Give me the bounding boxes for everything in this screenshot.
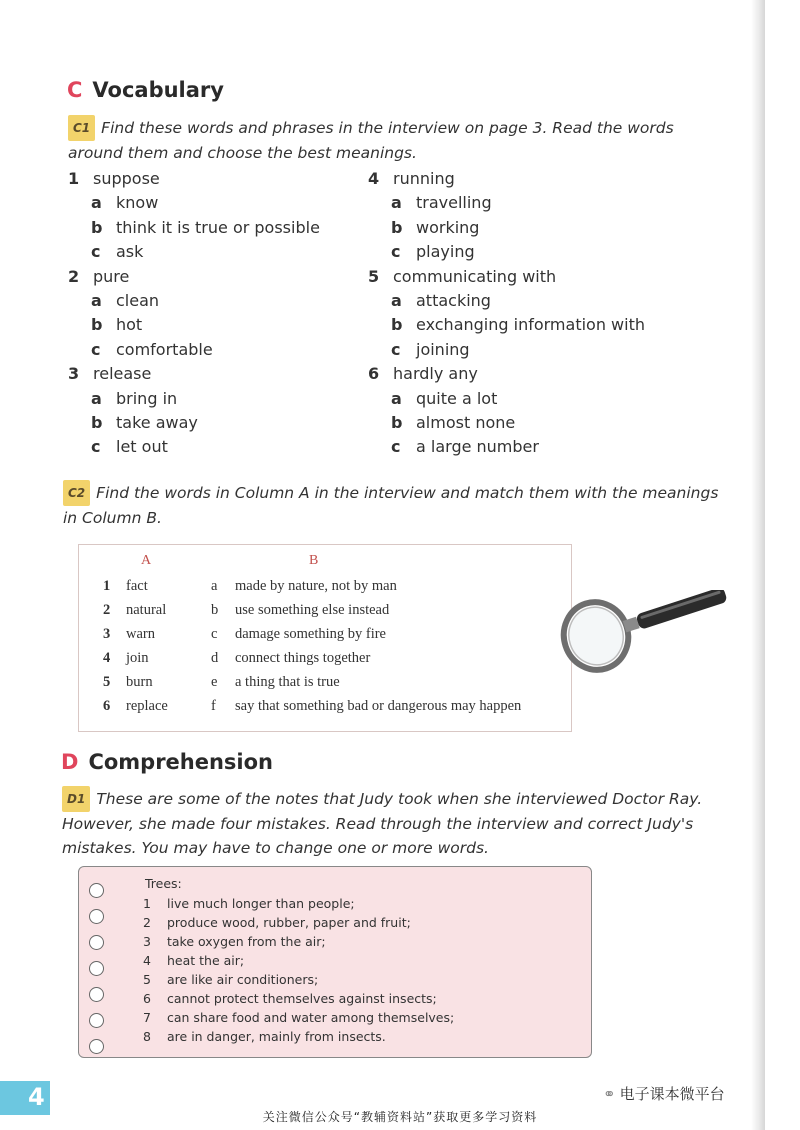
option xyxy=(368,387,645,411)
instruction-line: in Column B. xyxy=(63,509,162,527)
footer-note: 关注微信公众号“教辅资料站”获取更多学习资料 xyxy=(262,1110,538,1124)
note-number: 8 xyxy=(143,1029,151,1044)
column-a-word: warn xyxy=(126,626,155,642)
option-text: joining xyxy=(416,339,470,359)
option-text: exchanging information with xyxy=(416,315,645,335)
row-letter: b xyxy=(211,602,219,618)
notes-title: Trees: xyxy=(145,876,182,891)
note-number: 1 xyxy=(143,896,151,911)
option-text: comfortable xyxy=(116,339,213,359)
question xyxy=(68,362,320,386)
question-word: running xyxy=(393,169,455,188)
option xyxy=(68,289,320,313)
option-text: travelling xyxy=(416,193,492,213)
instruction-line: Find the words in Column A in the interview and match them with the meanings xyxy=(96,484,719,502)
binder-hole-icon xyxy=(89,909,104,924)
note-number: 3 xyxy=(143,934,151,949)
note-item xyxy=(143,932,326,951)
option-text: take away xyxy=(116,412,198,432)
row-letter: e xyxy=(211,674,218,690)
column-b-meaning: connect things together xyxy=(235,650,371,666)
option xyxy=(368,338,645,362)
binder-hole-icon xyxy=(89,935,104,950)
option xyxy=(68,191,320,215)
option xyxy=(68,387,320,411)
instruction-line: Find these words and phrases in the interview on page 3. Read the words xyxy=(101,119,674,137)
c1-right-column xyxy=(368,167,645,460)
note-text: can share food and water among themselves; xyxy=(167,1010,455,1025)
option-letter: b xyxy=(391,412,403,432)
note-item xyxy=(143,913,411,932)
c2-instruction xyxy=(63,480,723,530)
option-text: working xyxy=(416,217,480,237)
option-text: hot xyxy=(116,315,143,335)
notes-card xyxy=(78,866,592,1058)
column-b-meaning: use something else instead xyxy=(235,602,390,618)
watermark-text: 电子课本微平台 xyxy=(619,1085,725,1103)
column-b-meaning: damage something by fire xyxy=(235,626,386,642)
instruction-line: mistakes. You may have to change one or more words. xyxy=(62,839,489,857)
question xyxy=(368,362,645,386)
option xyxy=(68,240,320,264)
question-word: suppose xyxy=(93,169,160,188)
option-letter: a xyxy=(91,193,102,213)
magnifying-glass-illustration xyxy=(556,590,736,682)
option-letter: a xyxy=(391,290,402,310)
d1-instruction xyxy=(62,786,742,860)
row-letter: c xyxy=(211,626,218,642)
instruction-line: These are some of the notes that Judy took when she interviewed Doctor Ray. xyxy=(96,790,703,808)
row-letter: d xyxy=(211,650,219,666)
option-letter: b xyxy=(91,412,103,432)
question-word: communicating with xyxy=(393,266,557,286)
question xyxy=(68,167,320,191)
note-text: are in danger, mainly from insects. xyxy=(167,1029,386,1044)
note-text: heat the air; xyxy=(167,953,245,968)
note-item xyxy=(143,970,318,989)
question-number: 1 xyxy=(68,169,80,188)
option-letter: c xyxy=(391,437,401,457)
question-word: hardly any xyxy=(393,364,478,384)
column-a-word: burn xyxy=(126,674,153,690)
question-number: 4 xyxy=(368,169,380,188)
instruction-line: However, she made four mistakes. Read through the interview and correct Judy's xyxy=(62,815,694,833)
option xyxy=(68,411,320,435)
option xyxy=(368,411,645,435)
column-b-header: B xyxy=(309,553,319,568)
binder-hole-icon xyxy=(89,961,104,976)
section-letter: D xyxy=(61,750,79,774)
question-word: release xyxy=(93,364,152,384)
question-number: 3 xyxy=(68,364,80,384)
question-word: pure xyxy=(93,266,130,286)
question xyxy=(68,265,320,289)
note-item xyxy=(143,1027,386,1046)
column-a-word: fact xyxy=(126,578,148,594)
option-text: quite a lot xyxy=(416,388,498,408)
wechat-icon: ⚭ xyxy=(603,1085,616,1103)
note-item xyxy=(143,1008,454,1027)
row-number: 2 xyxy=(103,602,111,618)
option-text: let out xyxy=(116,437,168,457)
option-letter: c xyxy=(391,339,401,359)
c2-tag: C2 xyxy=(63,480,90,506)
note-item xyxy=(143,989,437,1008)
row-number: 4 xyxy=(103,650,111,666)
option-letter: a xyxy=(91,290,102,310)
note-number: 5 xyxy=(143,972,151,987)
option xyxy=(68,435,320,459)
row-letter: a xyxy=(211,578,218,594)
row-number: 6 xyxy=(103,698,111,714)
option xyxy=(368,216,645,240)
option-letter: c xyxy=(91,437,101,457)
d1-tag: D1 xyxy=(62,786,90,812)
note-text: take oxygen from the air; xyxy=(167,934,326,949)
question xyxy=(368,167,645,191)
section-title: Comprehension xyxy=(88,750,274,774)
magnifying-glass-icon xyxy=(556,590,736,678)
option-text: ask xyxy=(116,242,144,262)
page-number: 4 xyxy=(28,1083,45,1111)
option-text: playing xyxy=(416,242,475,262)
note-number: 7 xyxy=(143,1010,151,1025)
c1-left-column xyxy=(68,167,320,460)
note-item xyxy=(143,894,355,913)
c1-instruction xyxy=(68,115,728,165)
row-number: 1 xyxy=(103,578,111,594)
binder-hole-icon xyxy=(89,1039,104,1054)
option-letter: c xyxy=(91,242,101,262)
column-a-word: replace xyxy=(126,698,168,714)
option-text: a large number xyxy=(416,437,539,457)
section-c-heading xyxy=(67,78,224,102)
option-text: bring in xyxy=(116,388,178,408)
option xyxy=(368,289,645,313)
option-letter: b xyxy=(91,315,103,335)
note-number: 6 xyxy=(143,991,151,1006)
section-letter: C xyxy=(67,78,83,102)
note-text: are like air conditioners; xyxy=(167,972,319,987)
note-text: produce wood, rubber, paper and fruit; xyxy=(167,915,411,930)
note-number: 2 xyxy=(143,915,151,930)
row-number: 5 xyxy=(103,674,111,690)
option-letter: b xyxy=(91,217,103,237)
column-a-word: join xyxy=(126,650,149,666)
option-text: almost none xyxy=(416,412,516,432)
option-text: know xyxy=(116,193,159,213)
option-text: think it is true or possible xyxy=(116,217,320,237)
page-binding-shadow xyxy=(751,0,765,1130)
option-letter: b xyxy=(391,315,403,335)
option-text: clean xyxy=(116,290,160,310)
note-number: 4 xyxy=(143,953,151,968)
option xyxy=(368,435,645,459)
column-b-meaning: say that something bad or dangerous may happen xyxy=(235,698,522,714)
row-number: 3 xyxy=(103,626,111,642)
binder-hole-icon xyxy=(89,987,104,1002)
column-b-meaning: made by nature, not by man xyxy=(235,578,397,594)
option-letter: a xyxy=(91,388,102,408)
option xyxy=(68,313,320,337)
row-letter: f xyxy=(211,698,216,714)
question-number: 6 xyxy=(368,364,380,384)
option xyxy=(68,338,320,362)
question-number: 2 xyxy=(68,266,80,286)
matching-table xyxy=(78,544,572,732)
section-title: Vocabulary xyxy=(92,78,224,102)
binder-hole-icon xyxy=(89,883,104,898)
question xyxy=(368,265,645,289)
option-letter: c xyxy=(391,242,401,262)
instruction-line: around them and choose the best meanings. xyxy=(68,144,417,162)
binder-hole-icon xyxy=(89,1013,104,1028)
option xyxy=(368,191,645,215)
option-text: attacking xyxy=(416,290,491,310)
option xyxy=(68,216,320,240)
option xyxy=(368,240,645,264)
note-item xyxy=(143,951,244,970)
column-a-word: natural xyxy=(126,602,167,618)
option xyxy=(368,313,645,337)
question-number: 5 xyxy=(368,266,380,286)
option-letter: a xyxy=(391,388,402,408)
option-letter: c xyxy=(91,339,101,359)
note-text: live much longer than people; xyxy=(167,896,355,911)
note-text: cannot protect themselves against insects; xyxy=(167,991,437,1006)
option-letter: a xyxy=(391,193,402,213)
column-b-meaning: a thing that is true xyxy=(235,674,340,690)
c1-tag: C1 xyxy=(68,115,95,141)
section-d-heading xyxy=(61,750,273,774)
column-a-header: A xyxy=(141,553,152,568)
source-watermark xyxy=(603,1083,725,1104)
option-letter: b xyxy=(391,217,403,237)
